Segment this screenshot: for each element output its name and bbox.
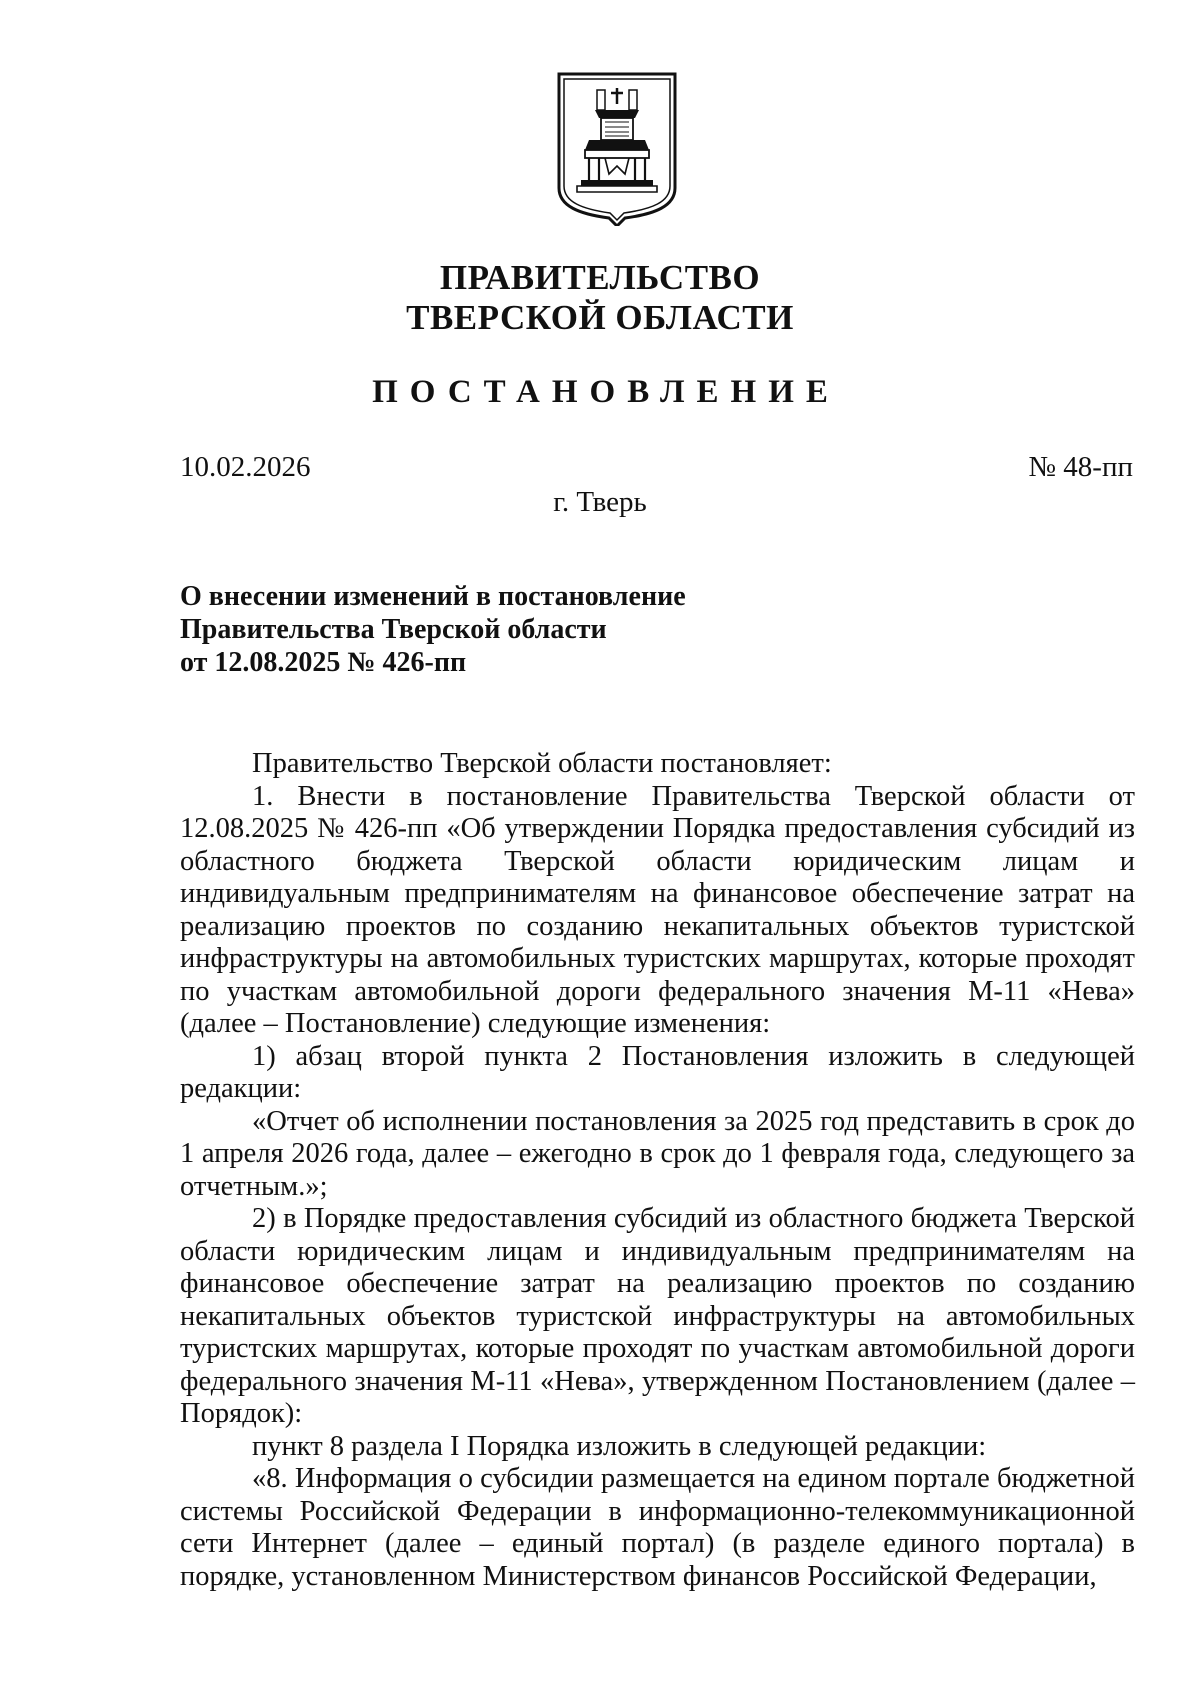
document-type-heading: ПОСТАНОВЛЕНИЕ [372,374,840,410]
decree-number: № 48-пп [1028,451,1133,483]
decree-title-line: Правительства Тверской области [180,614,607,645]
decree-body [180,748,1135,1593]
body-paragraph: Правительство Тверской области постановляет: [252,748,832,779]
government-line-1: ПРАВИТЕЛЬСТВО [439,258,761,297]
body-paragraph: «8. Информация о субсидии размещается на едином портале бюджетной системы Российской Федерации в информационно-телекоммуникационной сети Интернет (далее – единый портал) (в разделе единого портала) в порядке, установленном Министерством финансов Российской Федерации, [180,1463,1135,1592]
decree-title [180,580,880,679]
body-paragraph: 1) абзац второй пункта 2 Постановления изложить в следующей редакции: [180,1040,1135,1104]
government-line-2: ТВЕРСКОЙ ОБЛАСТИ [406,298,794,337]
decree-city: г. Тверь [553,486,647,518]
body-paragraph: «Отчет об исполнении постановления за 2025 год представить в срок до 1 апреля 2026 года, далее – ежегодно в срок до 1 февраля года, следующего за отчетным.»; [180,1105,1135,1202]
decree-title-line: О внесении изменений в постановление [180,581,686,612]
coat-of-arms-emblem [555,70,679,226]
decree-title-line: от 12.08.2025 № 426-пп [180,647,467,678]
body-paragraph: 2) в Порядке предоставления субсидий из областного бюджета Тверской области юридическим лицам и индивидуальным предпринимателям на финансовое обеспечение затрат на реализацию проектов по созданию некапитальных объектов туристской инфраструктуры на автомобильных туристских маршрутах, которые проходят по участкам автомобильной дороги федерального значения М-11 «Нева», утвержденном Постановлением (далее – Порядок): [180,1203,1135,1429]
body-paragraph: 1. Внести в постановление Правительства Тверской области от 12.08.2025 № 426-пп «Об утверждении Порядка предоставления субсидий из областного бюджета Тверской области юридическим лицам и индивидуальным предпринимателям на финансовое обеспечение затрат на реализацию проектов по созданию некапитальных объектов туристской инфраструктуры на автомобильных туристских маршрутах, которые проходят по участкам автомобильной дороги федерального значения М-11 «Нева» (далее – Постановление) следующие изменения: [180,780,1135,1039]
body-paragraph: пункт 8 раздела I Порядка изложить в следующей редакции: [252,1430,987,1462]
decree-date: 10.02.2026 [180,451,311,483]
